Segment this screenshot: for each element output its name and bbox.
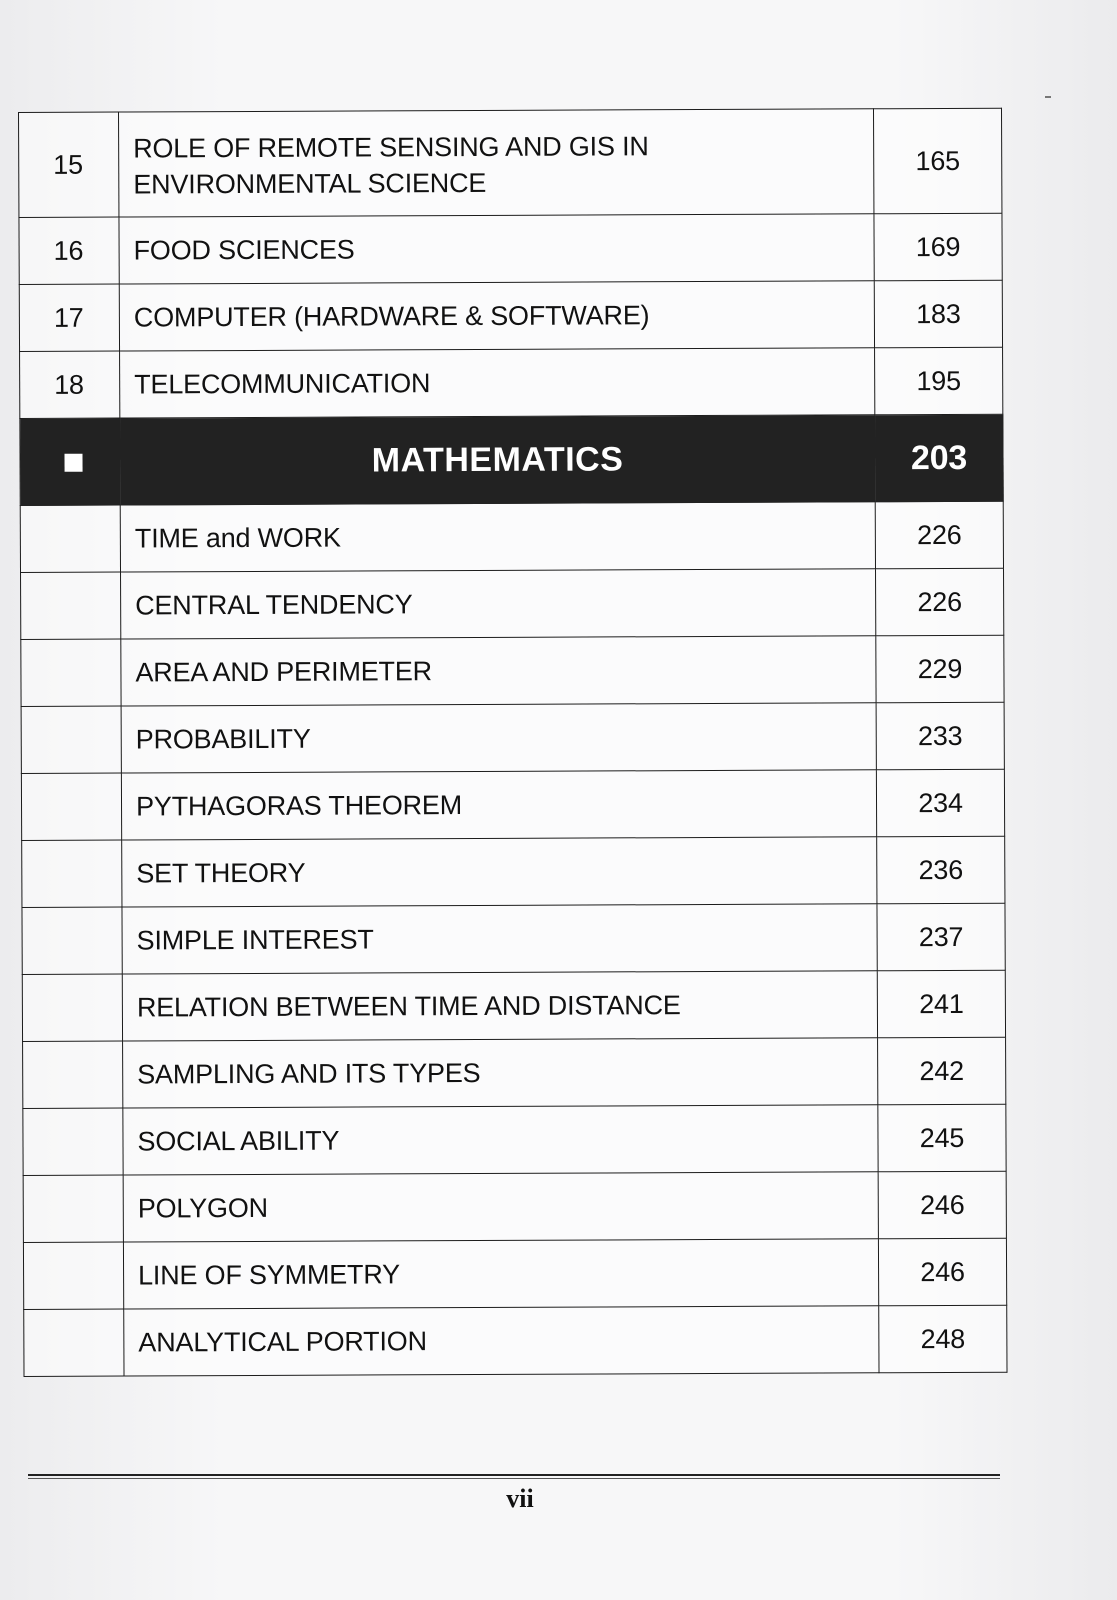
page-number: 233: [876, 702, 1004, 770]
empty-number-cell: [20, 505, 120, 572]
section-title: MATHEMATICS: [120, 415, 875, 505]
chapter-number: 18: [20, 351, 120, 418]
chapter-number: 15: [19, 112, 119, 217]
toc-subrow[interactable]: [24, 1305, 1007, 1376]
chapter-title: FOOD SCIENCES: [119, 214, 874, 284]
table-of-contents: [18, 108, 1008, 1377]
toc-subrow[interactable]: [21, 568, 1004, 639]
empty-number-cell: [21, 773, 121, 840]
square-bullet-icon: [64, 454, 82, 472]
toc-subrow[interactable]: [21, 702, 1004, 773]
toc-subrow[interactable]: [21, 635, 1004, 706]
topic-title: ANALYTICAL PORTION: [124, 1306, 879, 1376]
page-number: 237: [877, 903, 1005, 971]
page-number: 169: [874, 213, 1002, 281]
empty-number-cell: [21, 639, 121, 706]
toc-subrow[interactable]: [22, 903, 1005, 974]
empty-number-cell: [23, 1242, 123, 1309]
page-number: 226: [876, 568, 1004, 636]
empty-number-cell: [23, 1108, 123, 1175]
page-number: 241: [877, 970, 1005, 1038]
topic-title: SAMPLING AND ITS TYPES: [123, 1038, 878, 1108]
page-number: 234: [876, 769, 1004, 837]
topic-title: TIME and WORK: [120, 502, 875, 572]
chapter-number: 17: [19, 284, 119, 351]
section-header-mathematics[interactable]: [20, 414, 1003, 505]
topic-title: SOCIAL ABILITY: [123, 1105, 878, 1175]
topic-title: POLYGON: [123, 1172, 878, 1242]
page-number: 165: [873, 108, 1001, 214]
page-number: 246: [878, 1171, 1006, 1239]
page-number: 229: [876, 635, 1004, 703]
page-number: 195: [875, 347, 1003, 415]
toc-subrow[interactable]: [23, 1104, 1006, 1175]
topic-title: AREA AND PERIMETER: [121, 636, 876, 706]
toc-subrow[interactable]: [23, 1238, 1006, 1309]
page-number: 248: [879, 1305, 1007, 1373]
topic-title: SIMPLE INTEREST: [122, 904, 877, 974]
toc-subrow[interactable]: [21, 769, 1004, 840]
page-number: 236: [877, 836, 1005, 904]
empty-number-cell: [21, 706, 121, 773]
empty-number-cell: [22, 907, 122, 974]
topic-title: PYTHAGORAS THEOREM: [121, 770, 876, 840]
margin-mark: [1045, 96, 1051, 98]
toc-row[interactable]: [19, 280, 1002, 351]
toc-subrow[interactable]: [22, 836, 1005, 907]
toc-row[interactable]: [20, 347, 1003, 418]
section-bullet: [20, 418, 120, 505]
toc-subrow[interactable]: [22, 970, 1005, 1041]
topic-title: LINE OF SYMMETRY: [123, 1239, 878, 1309]
page-number: 183: [874, 280, 1002, 348]
topic-title: SET THEORY: [122, 837, 877, 907]
page-number: 242: [878, 1037, 1006, 1105]
toc-subrow[interactable]: [20, 501, 1003, 572]
toc-subrow[interactable]: [23, 1037, 1006, 1108]
chapter-title: TELECOMMUNICATION: [120, 348, 875, 418]
page-number: 226: [875, 501, 1003, 569]
chapter-title: COMPUTER (HARDWARE & SOFTWARE): [119, 281, 874, 351]
topic-title: CENTRAL TENDENCY: [121, 569, 876, 639]
empty-number-cell: [23, 1041, 123, 1108]
page-number: 245: [878, 1104, 1006, 1172]
empty-number-cell: [21, 572, 121, 639]
section-page-number: 203: [875, 414, 1003, 502]
empty-number-cell: [24, 1309, 124, 1376]
page-number: 246: [878, 1238, 1006, 1306]
chapter-number: 16: [19, 217, 119, 284]
topic-title: PROBABILITY: [121, 703, 876, 773]
toc-row[interactable]: [19, 108, 1002, 217]
toc-subrow[interactable]: [23, 1171, 1006, 1242]
footer-page-number: vii: [506, 1484, 534, 1513]
footer-divider: [28, 1474, 1000, 1479]
empty-number-cell: [22, 840, 122, 907]
topic-title: RELATION BETWEEN TIME AND DISTANCE: [122, 971, 877, 1041]
empty-number-cell: [23, 1175, 123, 1242]
toc-row[interactable]: [19, 213, 1002, 284]
empty-number-cell: [22, 974, 122, 1041]
chapter-title: ROLE OF REMOTE SENSING AND GIS IN ENVIRONMENTAL SCIENCE: [119, 109, 874, 217]
